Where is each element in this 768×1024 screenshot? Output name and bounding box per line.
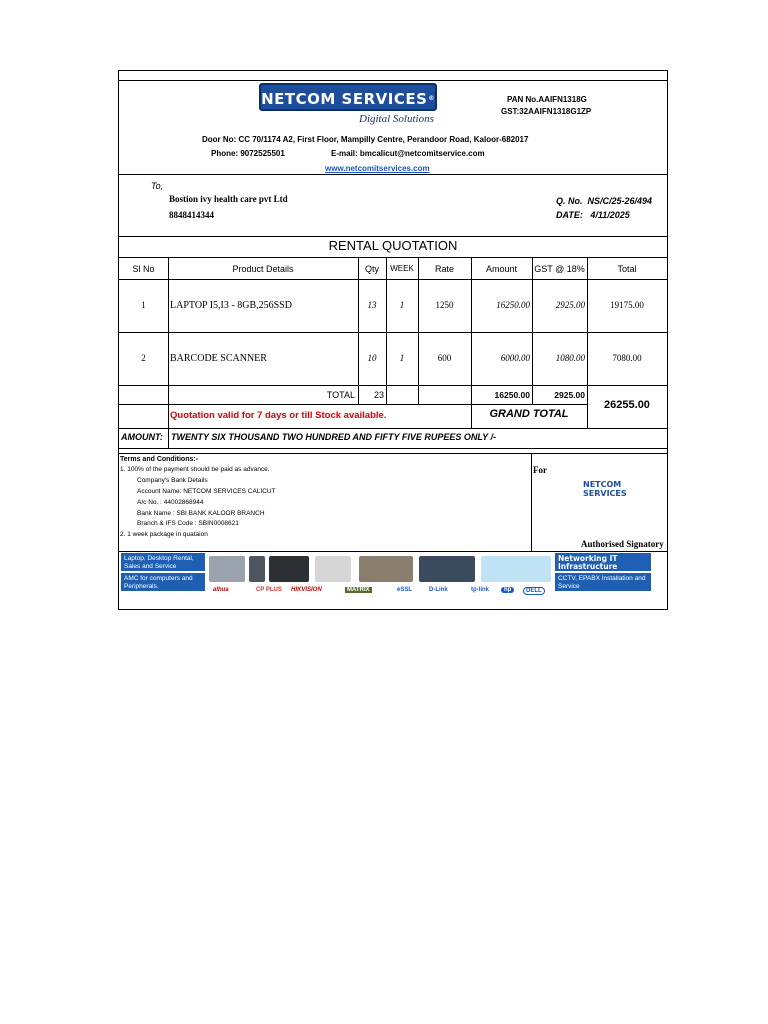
row-1-week: 1 <box>399 300 405 310</box>
header-divider <box>119 174 667 175</box>
col-divider <box>471 404 472 429</box>
banner-cctv-box: CCTV, EPABX Installation and Service <box>555 573 651 591</box>
terms-line-1: 1. 100% of the payment should be paid as advance. <box>120 466 270 473</box>
header-week: WEEK <box>390 264 414 273</box>
totals-divider <box>119 404 587 405</box>
brand-logo: eSSL <box>397 587 413 593</box>
banner-networking-box: Networking IT Infrastructure <box>555 553 651 571</box>
quotation-date <box>556 210 630 220</box>
amount-divider <box>119 448 667 449</box>
validity-note: Quotation valid for 7 days or till Stock available. <box>170 410 387 421</box>
company-address: Door No: CC 70/1174 A2, First Floor, Mampilly Centre, Perandoor Road, Kaloor-682017 <box>202 135 529 144</box>
row-divider <box>119 385 667 386</box>
total-qty: 23 <box>373 390 384 400</box>
date-value: 4/11/2025 <box>590 210 630 220</box>
bank-line: Branch & IFS Code : SBIN0008621 <box>137 520 239 527</box>
row-2-gst: 1080.00 <box>555 353 585 363</box>
banner-divider <box>119 551 667 552</box>
banner-amc-box: AMC for computers and Peripherals. <box>121 573 205 591</box>
col-divider <box>168 404 169 429</box>
row-2-product: BARCODE SCANNER <box>170 353 267 364</box>
brand-logo: tp-link <box>471 587 489 593</box>
bank-line: Bank Name : SBI BANK KALOOR BRANCH <box>137 510 265 517</box>
grand-total-divider <box>119 428 667 429</box>
row-1-rate: 1250 <box>435 300 454 310</box>
bank-line: A/c No. : 44002868944 <box>137 499 204 506</box>
row-1-gst: 2925.00 <box>555 300 585 310</box>
for-label: For <box>533 465 547 475</box>
qno-value: NS/C/25-26/494 <box>587 196 653 206</box>
brand-logo: hp <box>501 587 514 593</box>
bank-line: Account Name: NETCOM SERVICES CALICUT <box>137 488 276 495</box>
row-2-amount: 6000.00 <box>500 353 530 363</box>
company-logo: NETCOM SERVICES® <box>259 83 437 111</box>
row-1-product: LAPTOP I5,I3 - 8GB,256SSD <box>170 300 292 311</box>
header-qty: Qty <box>364 264 379 274</box>
company-website-link[interactable]: www.netcomitservices.com <box>325 164 430 173</box>
total-amount: 16250.00 <box>494 390 530 400</box>
col-divider <box>168 428 169 448</box>
header-row-divider <box>119 279 667 280</box>
row-1-qty: 13 <box>367 300 377 310</box>
network-diagram-image <box>481 556 551 582</box>
date-label: DATE: <box>556 210 583 220</box>
document-title: RENTAL QUOTATION <box>328 238 458 253</box>
terms-heading: Terms and Conditions:- <box>120 456 199 463</box>
header-total: Total <box>617 264 637 274</box>
signature-company: NETCOM SERVICES <box>583 480 627 498</box>
top-divider <box>119 80 667 81</box>
signature-divider <box>531 453 532 551</box>
brand-logo: CP PLUS <box>256 587 282 593</box>
quotation-number <box>556 196 652 206</box>
attendance-device-image <box>269 556 309 582</box>
recipient-divider <box>119 236 667 237</box>
banner-rental-box: Laptop, Desktop Rental, Sales and Service <box>121 553 205 571</box>
services-banner <box>121 553 667 599</box>
computer-setup-image <box>419 556 475 582</box>
header-amount: Amount <box>485 264 518 274</box>
company-tagline: Digital Solutions <box>359 113 434 125</box>
total-label: TOTAL <box>326 390 355 400</box>
brand-logo: MATRIX <box>347 587 370 593</box>
authorised-signatory: Authorised Signatory <box>581 539 664 549</box>
brand-logo: DELL <box>523 587 545 595</box>
bank-line: Company's Bank Details <box>137 477 208 484</box>
title-divider <box>119 257 667 258</box>
row-2-rate: 600 <box>437 353 452 363</box>
office-image <box>359 556 413 582</box>
recipient-phone: 8848414344 <box>169 210 214 220</box>
brand-logo: D-Link <box>429 587 448 593</box>
grand-total-value: 26255.00 <box>604 399 650 411</box>
biometric-image <box>249 556 265 582</box>
recipient-name: Bostion ivy health care pvt Ltd <box>169 194 288 204</box>
laptop-image <box>209 556 245 582</box>
amount-label: AMOUNT: <box>121 432 163 442</box>
header-sl-no: Sl No <box>132 264 155 274</box>
header-rate: Rate <box>434 264 454 274</box>
terms-line-2: 2. 1 week package in quataion <box>120 531 208 538</box>
amount-in-words: TWENTY SIX THOUSAND TWO HUNDRED AND FIFTY FIVE RUPEES ONLY /- <box>171 432 497 442</box>
row-2-sl: 2 <box>141 353 146 363</box>
row-2-week: 1 <box>399 353 405 363</box>
brand-logo: HIKVISION <box>291 587 322 593</box>
gst-number: GST:32AAIFN1318G1ZP <box>501 107 592 116</box>
row-1-sl: 1 <box>141 300 146 310</box>
terms-top-divider <box>119 453 667 454</box>
quotation-sheet <box>118 70 668 610</box>
row-2-qty: 10 <box>367 353 377 363</box>
grand-total-label: GRAND TOTAL <box>489 408 569 420</box>
company-phone: Phone: 9072525501 <box>211 149 285 158</box>
header-product: Product Details <box>232 264 294 274</box>
brand-logo: alhua <box>213 587 229 593</box>
cctv-camera-image <box>315 556 351 582</box>
row-1-total: 19175.00 <box>610 300 644 310</box>
row-divider <box>119 332 667 333</box>
header-gst: GST @ 18% <box>534 264 585 274</box>
row-2-total: 7080.00 <box>612 353 642 363</box>
row-1-amount: 16250.00 <box>496 300 530 310</box>
pan-number: PAN No.AAIFN1318G <box>507 95 587 104</box>
to-label: To, <box>151 181 164 191</box>
qno-label: Q. No. <box>556 196 583 206</box>
company-email: E-mail: bmcalicut@netcomitservice.com <box>331 149 485 158</box>
total-gst: 2925.00 <box>554 390 585 400</box>
